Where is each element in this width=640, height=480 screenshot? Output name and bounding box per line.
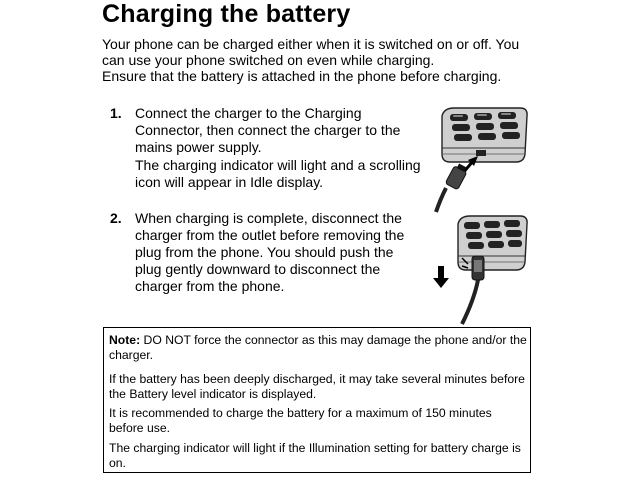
phone-charger-connect-icon [432, 104, 532, 214]
note-warning-text: DO NOT force the connector as this may damage the phone and/or the charger. [109, 333, 527, 362]
note-charge-duration: It is recommended to charge the battery for a maximum of 150 minutes before use. [109, 406, 492, 435]
phone-charger-disconnect-icon [432, 212, 532, 327]
note-indicator: The charging indicator will light if the Illumination setting for battery charge is on. [109, 441, 521, 470]
note-box [103, 327, 531, 473]
step-1-indicator-text: The charging indicator will light and a scrolling icon will appear in Idle display. [135, 157, 421, 190]
step-2-number: 2. [110, 210, 122, 226]
page-title: Charging the battery [102, 0, 351, 28]
intro-paragraph: Your phone can be charged either when it is switched on or off. You can use your phone switched on even while charging. [102, 36, 520, 68]
note-warning [109, 333, 527, 363]
step-2-text: When charging is complete, disconnect the charger from the outlet before removing the plug from the phone. You should push the plug gently downward to disconnect the charger from the phone. [135, 210, 405, 294]
step-1-text: Connect the charger to the Charging Connector, then connect the charger to the mains power supply. [135, 105, 401, 155]
note-discharged: If the battery has been deeply discharged, it may take several minutes before the Battery level indicator is displayed. [109, 372, 525, 401]
intro-battery-note: Ensure that the battery is attached in the phone before charging. [102, 68, 502, 84]
note-label: Note: [109, 333, 141, 347]
step-1-number: 1. [110, 105, 122, 121]
